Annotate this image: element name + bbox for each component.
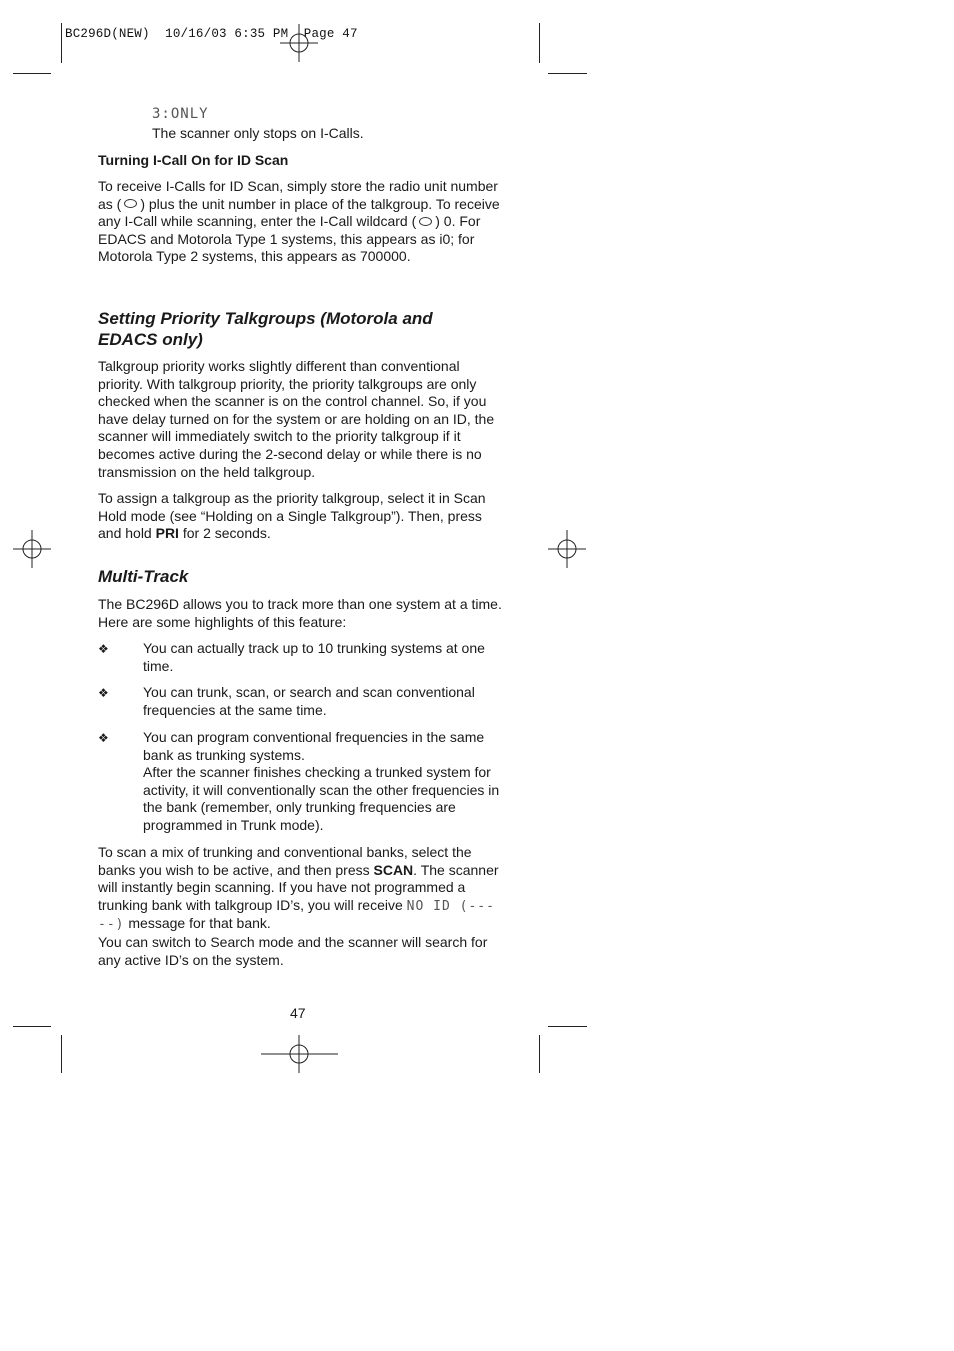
heading-line: Setting Priority Talkgroups (Motorola and (98, 309, 433, 328)
oval-key-icon (419, 217, 432, 226)
crop-mark (548, 1026, 587, 1027)
registration-mark (261, 1035, 338, 1073)
multitrack-text-part: . The scanner will instantly begin scanning. If you have not programmed a trunking bank with talkgroup ID’s, you will receive (98, 861, 499, 913)
bullet-item (143, 729, 505, 835)
crop-mark (548, 73, 587, 74)
heading-line: EDACS only) (98, 330, 203, 349)
bullet-item-text: You can program conventional frequencies in the same bank as trunking systems. (143, 729, 485, 763)
bullet-item: You can trunk, scan, or search and scan conventional frequencies at the same time. (143, 684, 475, 718)
bullet-icon: ❖ (98, 642, 109, 656)
crop-mark (539, 1035, 540, 1073)
print-slug: BC296D(NEW) 10/16/03 6:35 PM Page 47 (65, 27, 358, 41)
section-heading-priority (98, 308, 518, 350)
multitrack-text-part: message for that bank. (124, 915, 271, 932)
registration-mark (548, 530, 586, 568)
crop-mark (13, 73, 51, 74)
lcd-display-text: NO ID (-----) (98, 898, 495, 933)
bullet-icon: ❖ (98, 686, 109, 700)
icall-text-part: To receive I-Calls for ID Scan, simply store the radio unit number as ( (98, 178, 498, 212)
key-name: SCAN (373, 861, 414, 878)
intro-text: The scanner only stops on I-Calls. (152, 125, 364, 141)
oval-key-icon (124, 199, 137, 208)
multitrack-intro: The BC296D allows you to track more than one system at a time. Here are some highlights of this feature: (98, 596, 502, 630)
lcd-display-text: 3:ONLY (152, 106, 209, 122)
bullet-icon: ❖ (98, 731, 109, 745)
crop-mark (61, 1035, 62, 1073)
crop-mark (539, 23, 540, 63)
key-name: PRI (155, 525, 179, 542)
multitrack-text-part: To scan a mix of trunking and conventional banks, select the banks you wish to be active, and then press (98, 844, 472, 878)
bullet-item: You can actually track up to 10 trunking systems at one time. (143, 640, 485, 674)
crop-mark (13, 1026, 51, 1027)
priority-text-part: for 2 seconds. (178, 525, 271, 542)
bullet-item-continuation: After the scanner finishes checking a trunked system for activity, it will conventionally scan the other frequencies in the bank (remember, only trunking frequencies are programmed in Trunk mode). (143, 764, 500, 833)
subheading-icall: Turning I-Call On for ID Scan (98, 152, 289, 168)
icall-text-part: ) plus the unit number in place of the talkgroup. To receive any I-Call while scanning, enter the I-Call wildcard ( (98, 195, 500, 230)
icall-paragraph (98, 178, 503, 266)
priority-text-part: To assign a talkgroup as the priority talkgroup, select it in Scan Hold mode (see “Holding on a Single Talkgroup”). Then, press and hold (98, 490, 486, 542)
priority-paragraph-2 (98, 490, 503, 543)
multitrack-paragraph (98, 844, 503, 969)
registration-mark (13, 530, 51, 568)
section-heading-multitrack: Multi-Track (98, 567, 189, 586)
crop-mark (61, 23, 62, 63)
priority-paragraph-1: Talkgroup priority works slightly different than conventional priority. With talkgroup priority, the priority talkgroups are only checked when the scanner is on the control channel. So, if you have delay turned on for the system or are holding on an ID, the scanner will immediately switch to the priority talkgroup if it becomes active during the 2-second delay or while there is no transmission on the held talkgroup. (98, 358, 495, 480)
icall-text-part: ) 0. For EDACS and Motorola Type 1 systems, this appears as i0; for Motorola Type 2 systems, this appears as 700000. (98, 213, 481, 265)
multitrack-last-line: You can switch to Search mode and the scanner will search for any active ID’s on the system. (98, 933, 488, 968)
page-number: 47 (290, 1005, 306, 1021)
